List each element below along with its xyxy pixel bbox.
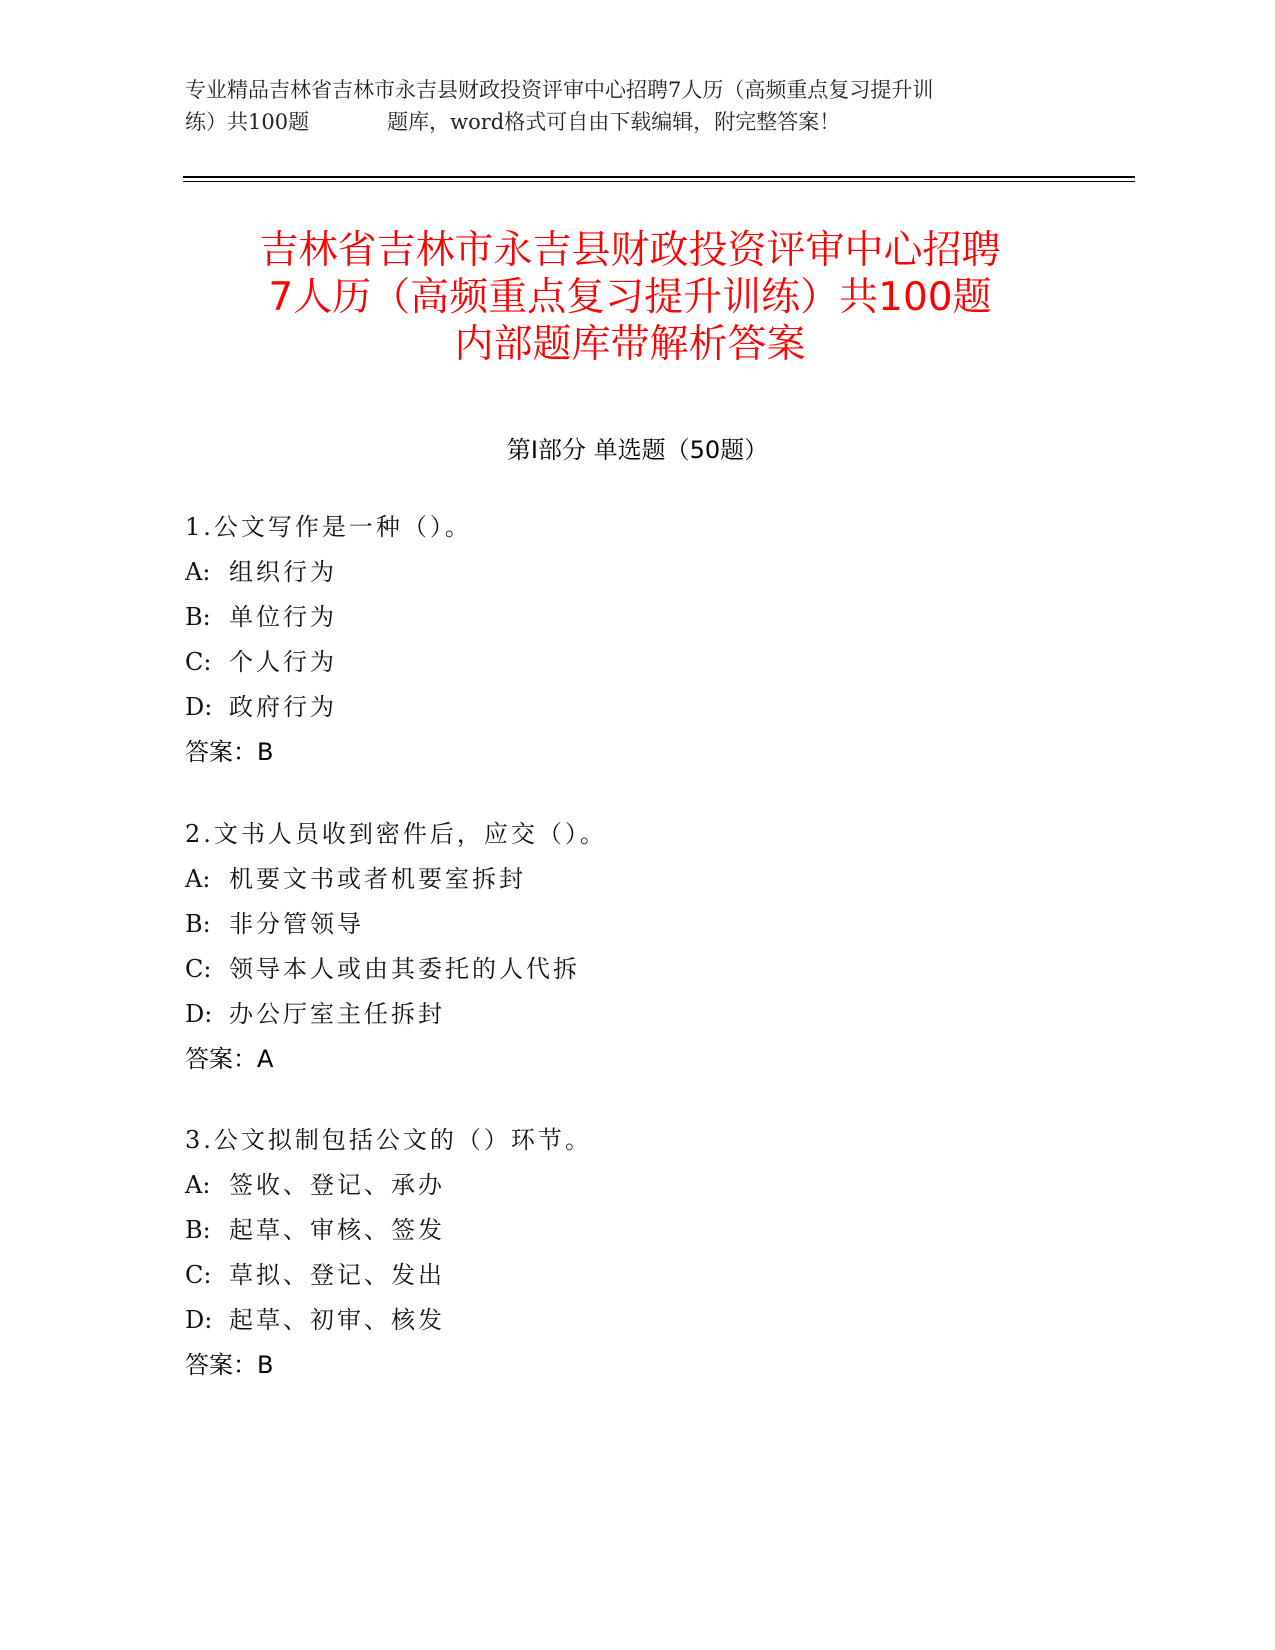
- answer: 答案：B: [185, 1351, 274, 1379]
- option-b: [185, 595, 1085, 640]
- header-divider-thick: [183, 176, 1135, 178]
- option-a: [185, 550, 1085, 595]
- option-text: 机要文书或者机要室拆封: [229, 865, 526, 893]
- option-a: [185, 857, 1085, 902]
- option-c: [185, 1253, 1085, 1298]
- question-1: [185, 505, 1085, 775]
- option-text: 起草、初审、核发: [229, 1306, 445, 1334]
- option-c: [185, 947, 1085, 992]
- option-letter: D:: [185, 1306, 213, 1334]
- option-text: 领导本人或由其委托的人代拆: [229, 955, 580, 983]
- answer: 答案：B: [185, 738, 274, 766]
- option-text: 个人行为: [229, 648, 337, 676]
- option-letter: B:: [185, 910, 211, 938]
- option-letter: B:: [185, 603, 211, 631]
- header-line-2-part-2: 题库，word格式可自由下载编辑，附完整答案！: [387, 110, 841, 134]
- document-header: [185, 74, 1085, 138]
- option-text: 签收、登记、承办: [229, 1171, 445, 1199]
- question-stem: 2.文书人员收到密件后，应交（）。: [185, 820, 607, 848]
- option-letter: D:: [185, 693, 213, 721]
- header-divider-thin: [183, 181, 1135, 182]
- option-letter: A:: [185, 558, 211, 586]
- option-text: 草拟、登记、发出: [229, 1261, 445, 1289]
- title-line-3: 内部题库带解析答案: [454, 322, 806, 367]
- option-text: 单位行为: [229, 603, 337, 631]
- question-stem: 1.公文写作是一种（）。: [185, 513, 472, 541]
- option-b: [185, 902, 1085, 947]
- header-line-1: 专业精品吉林省吉林市永吉县财政投资评审中心招聘7人历（高频重点复习提升训: [185, 78, 934, 102]
- answer: 答案：A: [185, 1045, 274, 1073]
- header-line-2-part-1: 练）共100题: [185, 110, 310, 134]
- title-line-2: 7人历（高频重点复习提升训练）共100题: [268, 275, 992, 320]
- option-text: 办公厅室主任拆封: [229, 1000, 445, 1028]
- option-text: 组织行为: [229, 558, 337, 586]
- option-letter: B:: [185, 1216, 211, 1244]
- document-title: [140, 227, 1120, 368]
- option-b: [185, 1208, 1085, 1253]
- option-letter: C:: [185, 1261, 212, 1289]
- section-title: 第Ⅰ部分 单选题（50题）: [506, 436, 769, 464]
- option-letter: C:: [185, 648, 212, 676]
- option-d: [185, 685, 1085, 730]
- option-text: 起草、审核、签发: [229, 1216, 445, 1244]
- question-3: [185, 1118, 1085, 1388]
- option-letter: A:: [185, 865, 211, 893]
- option-text: 政府行为: [229, 693, 337, 721]
- header-line-2: [185, 106, 1085, 138]
- option-c: [185, 640, 1085, 685]
- question-stem: 3.公文拟制包括公文的（）环节。: [185, 1126, 592, 1154]
- option-d: [185, 992, 1085, 1037]
- title-line-1: 吉林省吉林市永吉县财政投资评审中心招聘: [259, 228, 1001, 273]
- option-a: [185, 1163, 1085, 1208]
- option-d: [185, 1298, 1085, 1343]
- option-letter: D:: [185, 1000, 213, 1028]
- option-letter: A:: [185, 1171, 211, 1199]
- question-2: [185, 812, 1085, 1082]
- option-text: 非分管领导: [229, 910, 364, 938]
- option-letter: C:: [185, 955, 212, 983]
